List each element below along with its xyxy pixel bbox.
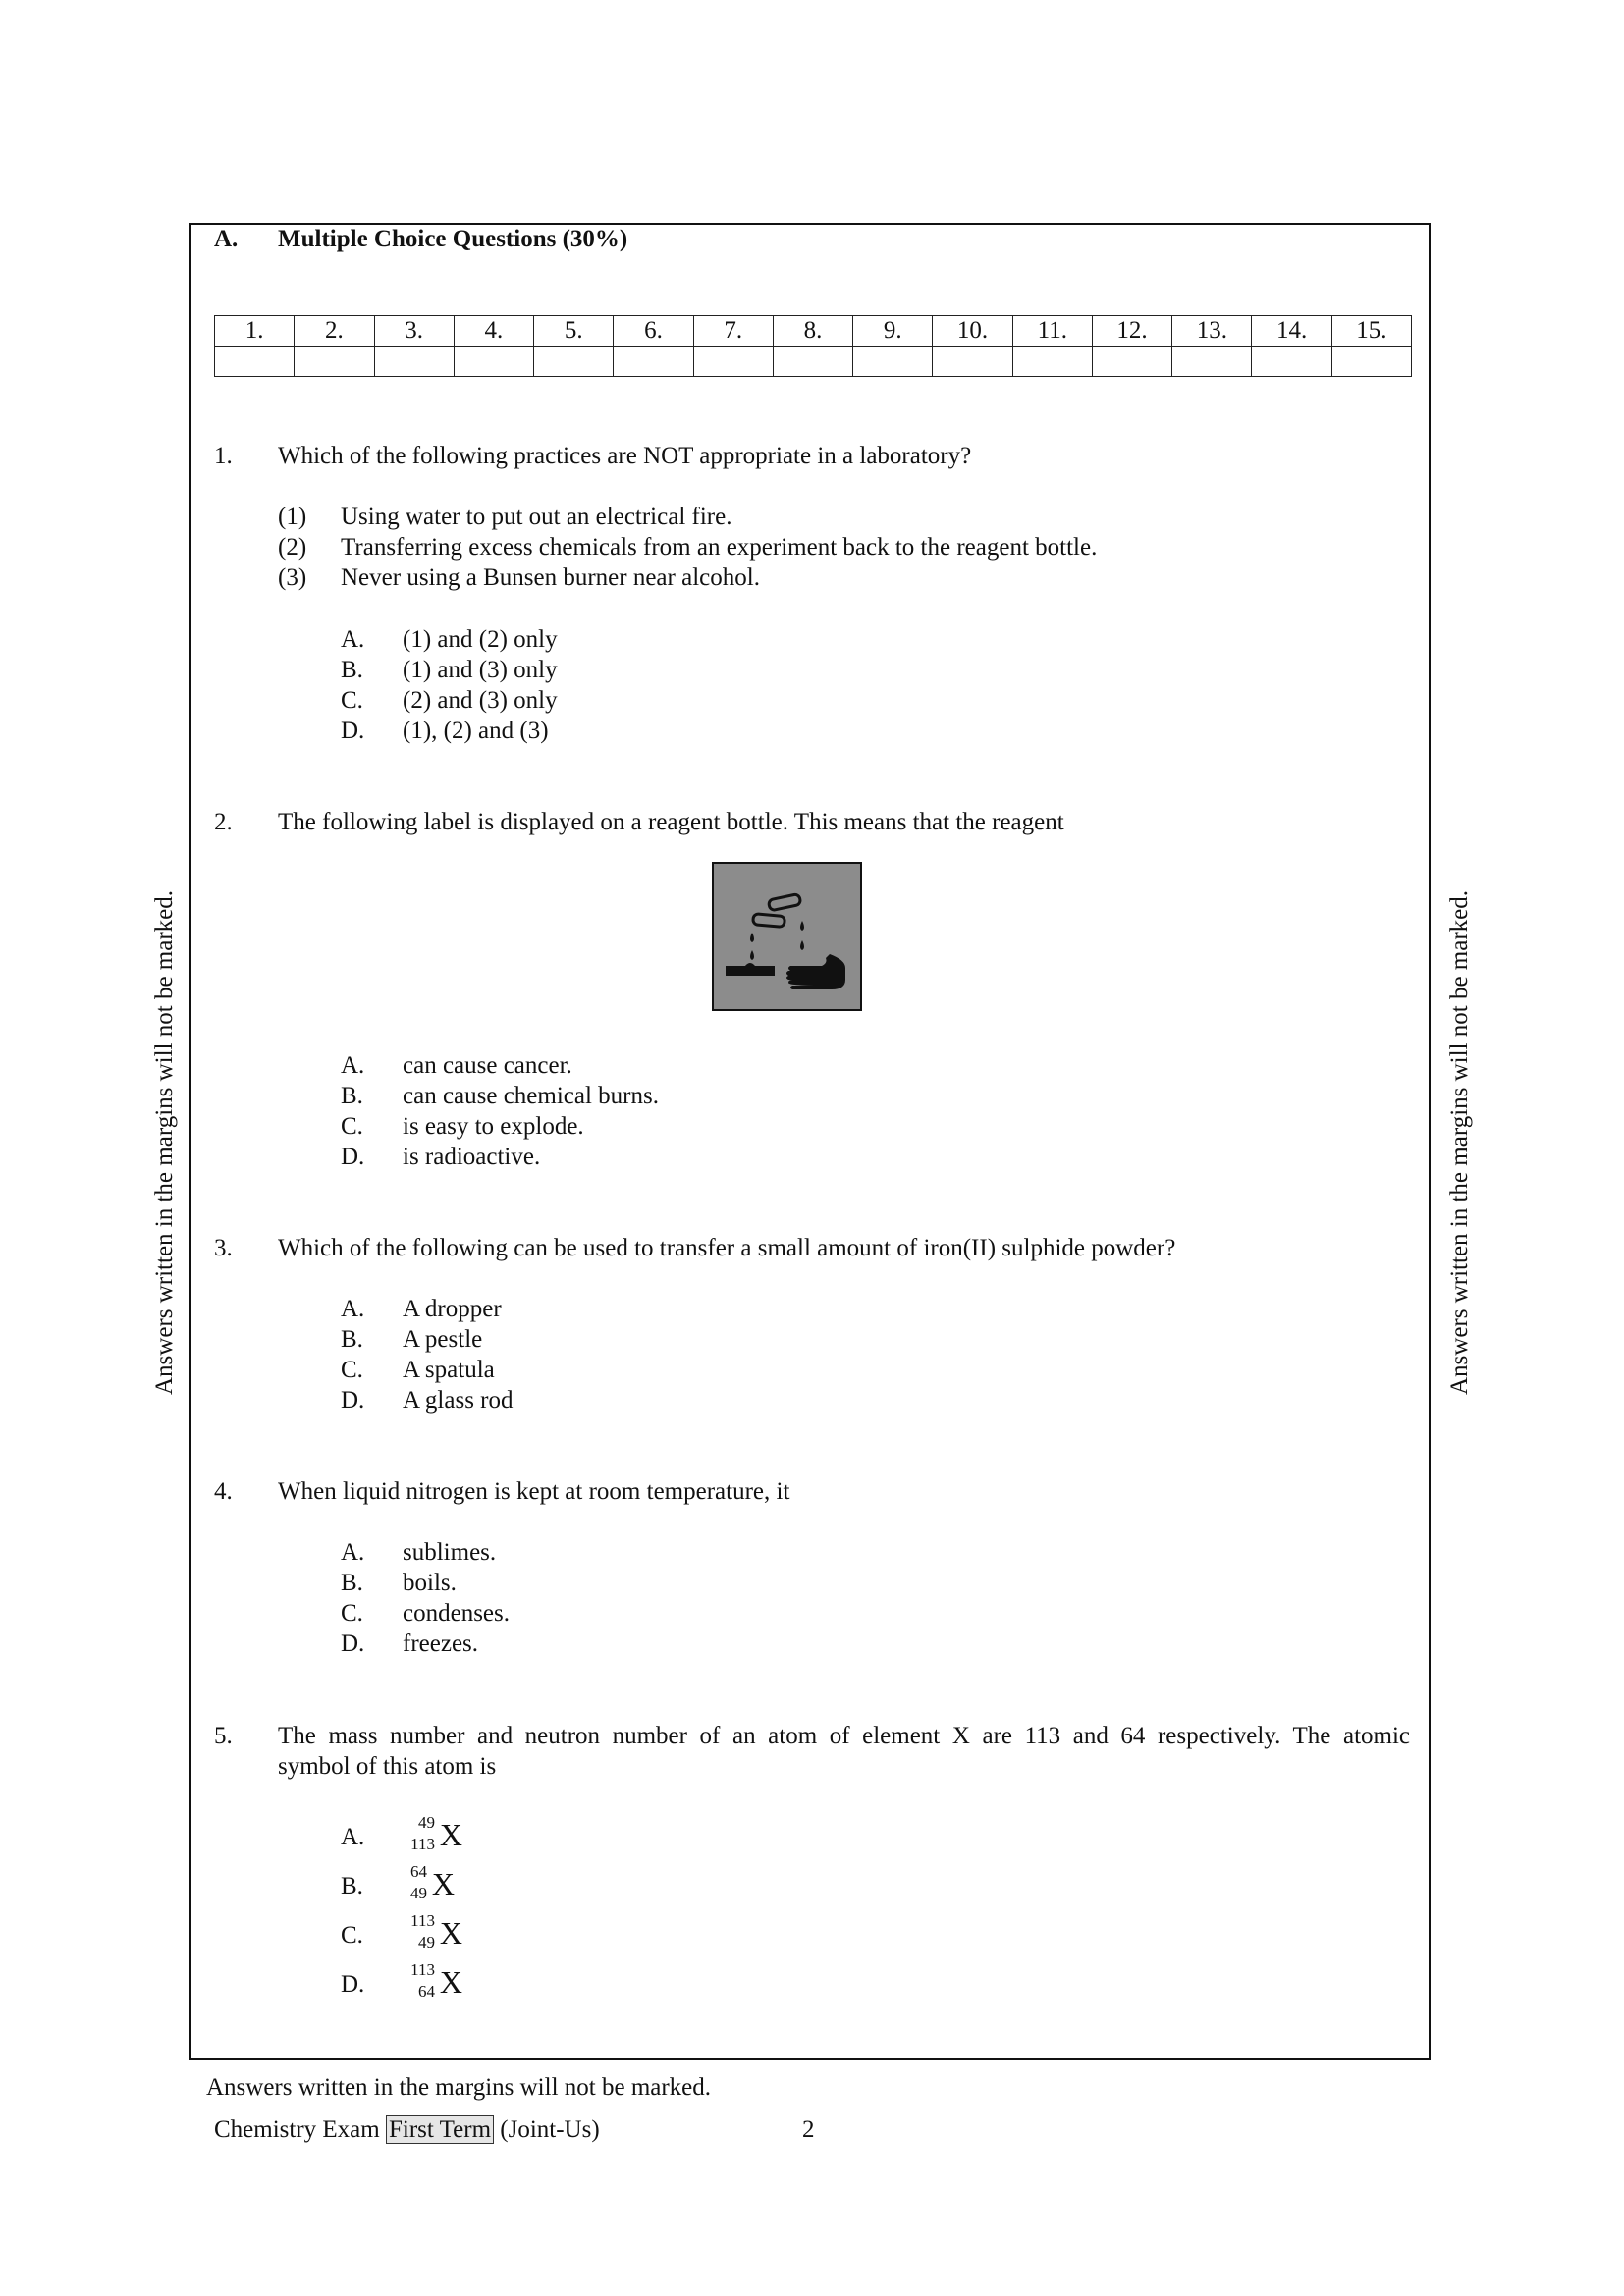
option-text[interactable]: sublimes. — [403, 1539, 497, 1566]
option-letter[interactable]: B. — [341, 1326, 363, 1353]
element-symbol: X — [439, 1915, 462, 1950]
answer-cell-11[interactable] — [1012, 347, 1092, 377]
grid-header-cell: 3. — [374, 316, 454, 347]
isotope-option-d[interactable] — [406, 1961, 462, 2004]
question-stem-line2: symbol of this atom is — [278, 1753, 497, 1780]
answer-cell-3[interactable] — [374, 347, 454, 377]
option-letter[interactable]: D. — [341, 718, 365, 744]
option-text[interactable]: (2) and (3) only — [403, 687, 558, 714]
answer-grid — [214, 315, 1412, 377]
question-stem: When liquid nitrogen is kept at room temperature, it — [278, 1478, 790, 1505]
grid-header-cell: 8. — [773, 316, 852, 347]
grid-header-cell: 1. — [215, 316, 295, 347]
section-title: Multiple Choice Questions (30%) — [278, 226, 628, 252]
grid-header-cell: 12. — [1092, 316, 1171, 347]
option-text[interactable]: condenses. — [403, 1600, 510, 1627]
option-text[interactable]: is radioactive. — [403, 1144, 541, 1170]
question-stem: The following label is displayed on a reagent bottle. This means that the reagent — [278, 809, 1064, 835]
grid-header-cell: 5. — [534, 316, 614, 347]
answer-cell-13[interactable] — [1172, 347, 1252, 377]
question-number: 3. — [214, 1235, 233, 1261]
option-text[interactable]: can cause chemical burns. — [403, 1083, 659, 1109]
option-text[interactable]: (1) and (3) only — [403, 657, 558, 683]
grid-header-cell: 11. — [1012, 316, 1092, 347]
option-letter[interactable]: A. — [341, 626, 365, 653]
option-letter[interactable]: C. — [341, 687, 363, 714]
grid-header-cell: 6. — [614, 316, 693, 347]
element-symbol: X — [431, 1866, 455, 1901]
atomic-number: 49 — [418, 1933, 435, 1951]
answer-cell-14[interactable] — [1252, 347, 1331, 377]
answer-grid-answer-row — [215, 347, 1412, 377]
option-text[interactable]: (1), (2) and (3) — [403, 718, 549, 744]
answer-cell-2[interactable] — [295, 347, 374, 377]
atomic-number: 113 — [410, 1835, 435, 1853]
question-number: 4. — [214, 1478, 233, 1505]
question-stem-line1: The mass number and neutron number of an atom of element X are 113 and 64 respectively. The atomic — [278, 1723, 1410, 1749]
grid-header-cell: 14. — [1252, 316, 1331, 347]
option-text[interactable]: is easy to explode. — [403, 1113, 584, 1140]
option-letter[interactable]: D. — [341, 1387, 365, 1414]
footer-margin-note: Answers written in the margins will not be marked. — [206, 2074, 712, 2101]
option-letter[interactable]: A. — [341, 1052, 365, 1079]
option-letter[interactable]: A. — [341, 1824, 365, 1850]
isotope-option-a[interactable] — [406, 1814, 462, 1857]
grid-header-cell: 2. — [295, 316, 374, 347]
option-text[interactable]: A dropper — [403, 1296, 502, 1322]
corrosive-pictogram — [714, 864, 860, 1009]
exam-term-field[interactable]: First Term — [386, 2115, 494, 2144]
question-stem: Which of the following can be used to transfer a small amount of iron(II) sulphide powder? — [278, 1235, 1176, 1261]
mass-number: 113 — [410, 1960, 435, 1979]
question-number: 2. — [214, 809, 233, 835]
answer-cell-5[interactable] — [534, 347, 614, 377]
corrosive-hazard-icon — [712, 862, 862, 1011]
isotope-option-c[interactable] — [406, 1912, 462, 1955]
grid-header-cell: 15. — [1331, 316, 1411, 347]
exam-name: Chemistry Exam — [214, 2116, 380, 2143]
option-letter[interactable]: A. — [341, 1539, 365, 1566]
question-number: 1. — [214, 443, 233, 469]
question-stem: Which of the following practices are NOT appropriate in a laboratory? — [278, 443, 972, 469]
left-margin-note: Answers written in the margins will not be marked. — [151, 889, 178, 1396]
answer-cell-1[interactable] — [215, 347, 295, 377]
statement-label: (3) — [278, 564, 307, 591]
option-text[interactable]: A glass rod — [403, 1387, 514, 1414]
right-margin-note: Answers written in the margins will not be marked. — [1446, 889, 1473, 1396]
option-letter[interactable]: B. — [341, 1873, 363, 1899]
option-letter[interactable]: A. — [341, 1296, 365, 1322]
mass-number: 113 — [410, 1911, 435, 1930]
answer-cell-12[interactable] — [1092, 347, 1171, 377]
option-text[interactable]: freezes. — [403, 1630, 479, 1657]
mass-number: 49 — [418, 1813, 435, 1832]
isotope-option-b[interactable] — [406, 1863, 455, 1906]
question-frame — [189, 223, 1431, 2060]
statement-label: (1) — [278, 504, 307, 530]
element-symbol: X — [439, 1817, 462, 1852]
option-letter[interactable]: B. — [341, 1083, 363, 1109]
statement-label: (2) — [278, 534, 307, 561]
question-number: 5. — [214, 1723, 233, 1749]
statement-text: Using water to put out an electrical fire. — [341, 504, 732, 530]
statement-text: Transferring excess chemicals from an experiment back to the reagent bottle. — [341, 534, 1098, 561]
answer-cell-6[interactable] — [614, 347, 693, 377]
option-letter[interactable]: D. — [341, 1630, 365, 1657]
option-letter[interactable]: C. — [341, 1357, 363, 1383]
answer-cell-7[interactable] — [693, 347, 773, 377]
answer-cell-4[interactable] — [454, 347, 533, 377]
option-text[interactable]: (1) and (2) only — [403, 626, 558, 653]
answer-cell-8[interactable] — [773, 347, 852, 377]
option-letter[interactable]: D. — [341, 1144, 365, 1170]
grid-header-cell: 9. — [853, 316, 933, 347]
section-letter: A. — [214, 226, 239, 252]
element-symbol: X — [439, 1964, 462, 2000]
answer-grid-header-row — [215, 316, 1412, 347]
atomic-number: 49 — [410, 1884, 427, 1902]
option-letter[interactable]: C. — [341, 1113, 363, 1140]
option-letter[interactable]: C. — [341, 1922, 363, 1949]
option-text[interactable]: can cause cancer. — [403, 1052, 572, 1079]
option-letter[interactable]: D. — [341, 1971, 365, 1998]
grid-header-cell: 4. — [454, 316, 533, 347]
mass-number: 64 — [410, 1862, 427, 1881]
grid-header-cell: 13. — [1172, 316, 1252, 347]
option-text[interactable]: boils. — [403, 1570, 457, 1596]
option-letter[interactable]: B. — [341, 1570, 363, 1596]
atomic-number: 64 — [418, 1982, 435, 2001]
statement-text: Never using a Bunsen burner near alcohol. — [341, 564, 760, 591]
page-number: 2 — [802, 2116, 815, 2143]
option-text[interactable]: A spatula — [403, 1357, 495, 1383]
exam-school: (Joint-Us) — [500, 2116, 600, 2143]
option-letter[interactable]: C. — [341, 1600, 363, 1627]
grid-header-cell: 10. — [933, 316, 1012, 347]
footer-exam-title — [214, 2114, 600, 2145]
answer-cell-9[interactable] — [853, 347, 933, 377]
answer-cell-10[interactable] — [933, 347, 1012, 377]
option-text[interactable]: A pestle — [403, 1326, 483, 1353]
grid-header-cell: 7. — [693, 316, 773, 347]
option-letter[interactable]: B. — [341, 657, 363, 683]
answer-cell-15[interactable] — [1331, 347, 1411, 377]
